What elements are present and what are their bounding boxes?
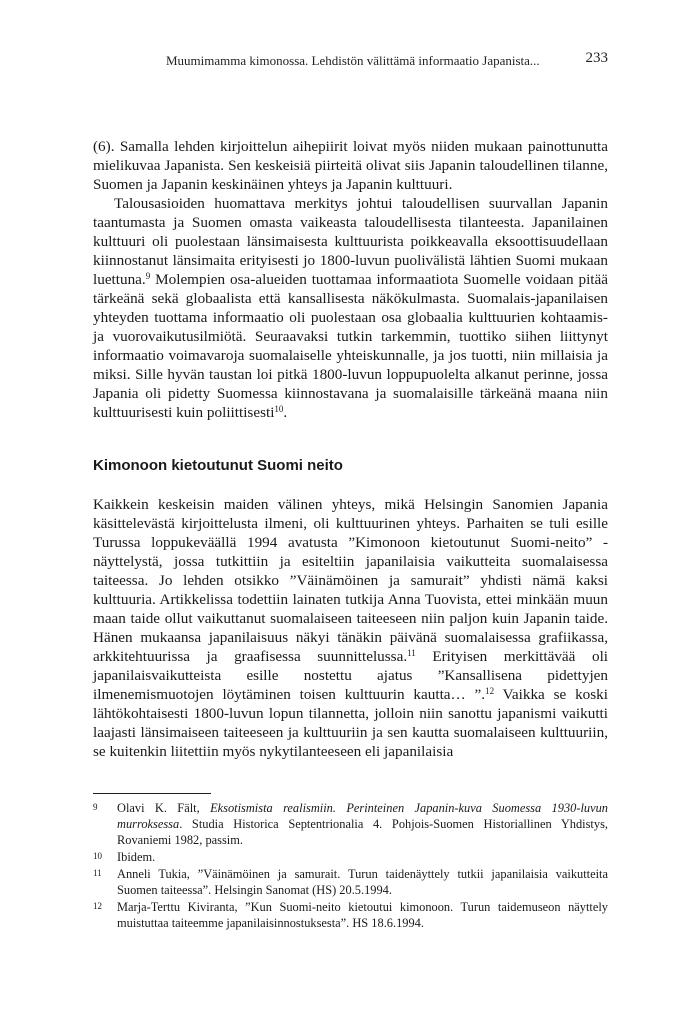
body-text [93,137,608,761]
footnote-ref-11[interactable]: 11 [407,648,416,658]
footnote-text [117,800,608,848]
section-heading: Kimonoon kietoutunut Suomi neito [93,457,343,474]
footnote-number: 11 [93,868,102,878]
footnote-9 [93,800,608,848]
paragraph-1-text: (6). Samalla lehden kirjoittelun aihepiirit loivat myös niiden mukaan painottunutta mielikuvaa Japanista. Sen keskeisiä piirteitä olivat siis Japanin taloudellinen tilanne, Suomen ja Japanin keskinäinen yhteys ja Japanin kulttuuri. [93,138,608,193]
paragraph-1 [93,137,608,194]
footnote-rest: . Studia Historica Septentrionalia 4. Pohjois-Suomen Historiallinen Yhdistys, Rovaniemi 1982, passim. [117,817,608,847]
footnotes [93,800,608,932]
paragraph-3-text-c: Vaikka se koski lähtökohtaisesti 1800-luvun lopun tilannetta, jolloin niin sanottu japanismi vaikutti laajasti länsimaiseen taiteeseen ja kulttuuriin ja sen kautta suomalaiseen kulttuuriin, se kuitenkin liitettiin myös nykytilanteeseen eli japanilaisia [93,686,608,760]
page-number: 233 [585,50,608,66]
footnote-text: Marja-Terttu Kiviranta, ”Kun Suomi-neito kietoutui kimonoon. Turun taidemuseon näyttely muistuttaa taiteemme japanilaisinnostuksesta”. HS 18.6.1994. [117,900,608,930]
footnote-separator [93,793,211,794]
footnote-ref-12[interactable]: 12 [485,686,495,696]
footnote-text: Ibidem. [117,850,156,864]
paragraph-2-text-c: . [283,404,288,421]
footnote-number: 12 [93,901,102,911]
footnote-author: Olavi K. Fält, [117,801,211,815]
paragraph-2 [93,194,608,422]
footnote-ref-10[interactable]: 10 [274,404,284,414]
paragraph-2-text-a: Talousasioiden huomattava merkitys johtui taloudellisen suurvallan Japanin taantumasta ja Suomen omasta vaikeasta taloudellisesta tilanteesta. Japanilainen kulttuuri oli puolestaan länsimaisesta kulttuurista poikkeavalla eksoottisuudellaan kiinnostanut länsimaita erityisesti jo 1800-luvun puolivälistä lähtien Suomi mukaan luettuna. [93,195,608,288]
footnote-10 [93,849,608,865]
running-title: Muumimamma kimonossa. Lehdistön välittämä informaatio Japanista... [166,53,540,68]
paragraph-3-text-b: Erityisen merkittävää oli japanilaisvaikutteista esille nostettu ajatus ”Kansallisena pidettyjen ilmenemismuotojen löytäminen toisen kulttuurin kautta… ”. [93,648,609,703]
footnote-number: 9 [93,802,98,812]
footnote-text: Anneli Tukia, ”Väinämöinen ja samurait. Turun taidenäyttely tutkii japanilaisia vaikutteita Suomen taiteessa”. Helsingin Sanomat (HS) 20.5.1994. [117,867,608,897]
paragraph-3 [93,495,608,761]
footnote-12 [93,899,608,931]
footnote-ref-9[interactable]: 9 [145,271,151,281]
footnote-title: Eksotismista realismiin. Perinteinen Japanin-kuva Suomessa 1930-luvun murroksessa [117,801,608,831]
footnote-11 [93,866,608,898]
footnote-number: 10 [93,851,102,861]
paragraph-3-text-a: Kaikkein keskeisin maiden välinen yhteys, mikä Helsingin Sanomien Japania käsittelevästä kirjoittelusta ilmeni, oli kulttuurinen yhteys. Parhaiten se tuli esille Turussa loppukeväällä 1994 avatusta ”Kimonoon kietoutunut Suomi-neito” -näyttelystä, jossa tutkittiin ja esiteltiin japanilaisia vaikutteita suomalaisessa taiteessa. Jo lehden otsikko ”Väinämöinen ja samurait” yhdisti nämä kaksi kulttuuria. Artikkelissa todettiin lainaten tutkija Anna Tuovista, ettei minkään muun maan taide ollut vaikuttanut suomalaiseen taiteeseen niin paljon kuin Japanin taide. Hänen mukaansa japanilaisuus näkyi tänäkin päivänä suomalaisessa grafiikassa, arkkitehtuurissa ja graafisessa suunnittelussa. [93,496,608,665]
paragraph-2-text-b: Molempien osa-alueiden tuottamaa informaatiota Suomelle voidaan pitää tärkeänä sekä globaalista että kansallisesta näkökulmasta. Suomalais-japanilaisen yhteyden tuottama informaatio oli puolestaan osa globaalia kulttuurien kohtaamis- ja vuorovaikutusilmiötä. Seuraavaksi tutkin tarkemmin, tuottiko siihen liittynyt informaatio voimavaroja suomalaiselle yhteiskunnalle, ja jos tuotti, niin millaisia ja miksi. Sille hyvän taustan loi pitkä 1800-luvun loppupuolelta alkanut perinne, jossa Japania oli pidetty Suomessa kiinnostavana ja suomalaisille tärkeänä maana niin kulttuurisesti kuin poliittisesti [93,271,608,421]
